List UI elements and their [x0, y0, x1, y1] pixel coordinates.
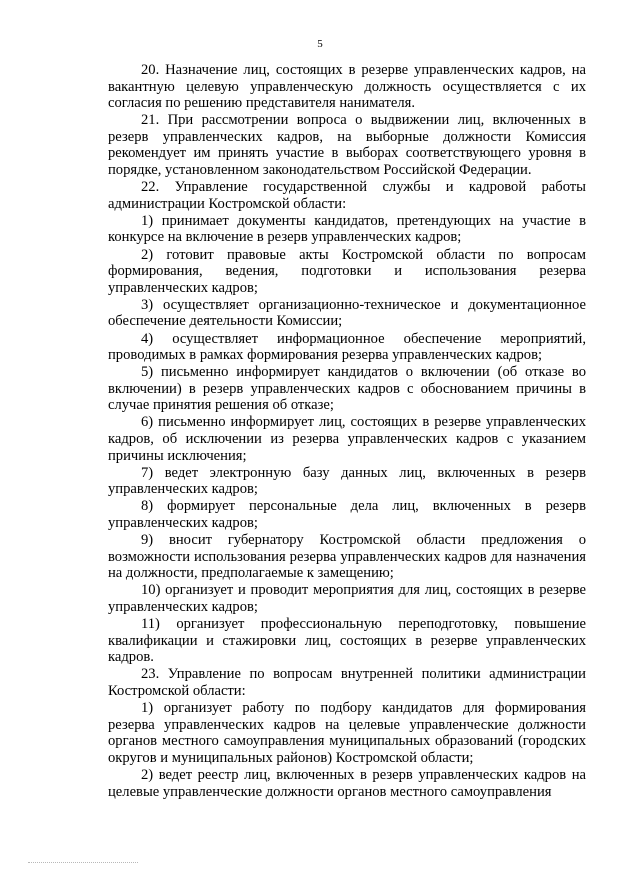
list-item-22-2: 2) готовит правовые акты Костромской области по вопросам формирования, ведения, подготовки и использования резерва управленческих кадров; — [108, 246, 586, 296]
paragraph-21: 21. При рассмотрении вопроса о выдвижении лиц, включенных в резерв управленческих кадров, на выборные должности Комиссия рекомендует им принять участие в выборах соответствующего уровня в порядке, установленном законодательством Российской Федерации. — [108, 112, 586, 179]
list-item-22-1: 1) принимает документы кандидатов, претендующих на участие в конкурсе на включение в резерв управленческих кадров; — [108, 212, 586, 246]
list-item-22-11: 11) организует профессиональную переподготовку, повышение квалификации и стажировки лиц, состоящих в резерве управленческих кадров. — [108, 616, 586, 666]
paragraph-23: 23. Управление по вопросам внутренней политики администрации Костромской области: — [108, 666, 586, 699]
list-item-22-7: 7) ведет электронную базу данных лиц, включенных в резерв управленческих кадров; — [108, 464, 586, 498]
paragraph-22: 22. Управление государственной службы и кадровой работы администрации Костромской области: — [108, 179, 586, 212]
list-item-22-8: 8) формирует персональные дела лиц, включенных в резерв управленческих кадров; — [108, 498, 586, 532]
scan-artifact-line — [28, 862, 138, 864]
list-item-22-4: 4) осуществляет информационное обеспечение мероприятий, проводимых в рамках формирования резерва управленческих кадров; — [108, 330, 586, 364]
list-item-22-6: 6) письменно информирует лиц, состоящих в резерве управленческих кадров, об исключении из резерва управленческих кадров с указанием причины исключения; — [108, 414, 586, 464]
document-body — [108, 62, 586, 801]
list-item-22-10: 10) организует и проводит мероприятия для лиц, состоящих в резерве управленческих кадров; — [108, 582, 586, 615]
paragraph-20: 20. Назначение лиц, состоящих в резерве управленческих кадров, на вакантную целевую управленческую должность осуществляется с их согласия по решению представителя нанимателя. — [108, 62, 586, 112]
list-item-23-1: 1) организует работу по подбору кандидатов для формирования резерва управленческих кадров на целевые управленческие должности органов местного самоуправления муниципальных образований (городских округов и муниципальных районов) Костромской области; — [108, 700, 586, 766]
page-number: 5 — [317, 38, 323, 50]
list-item-23-2: 2) ведет реестр лиц, включенных в резерв управленческих кадров на целевые управленческие должности органов местного самоуправления — [108, 766, 586, 800]
list-item-22-5: 5) письменно информирует кандидатов о включении (об отказе во включении) в резерв управленческих кадров с обоснованием причины в случае принятия решения об отказе; — [108, 364, 586, 414]
list-item-22-3: 3) осуществляет организационно-техническое и документационное обеспечение деятельности Комиссии; — [108, 296, 586, 330]
list-item-22-9: 9) вносит губернатору Костромской области предложения о возможности использования резерва управленческих кадров для назначения на должности, предполагаемые к замещению; — [108, 532, 586, 582]
